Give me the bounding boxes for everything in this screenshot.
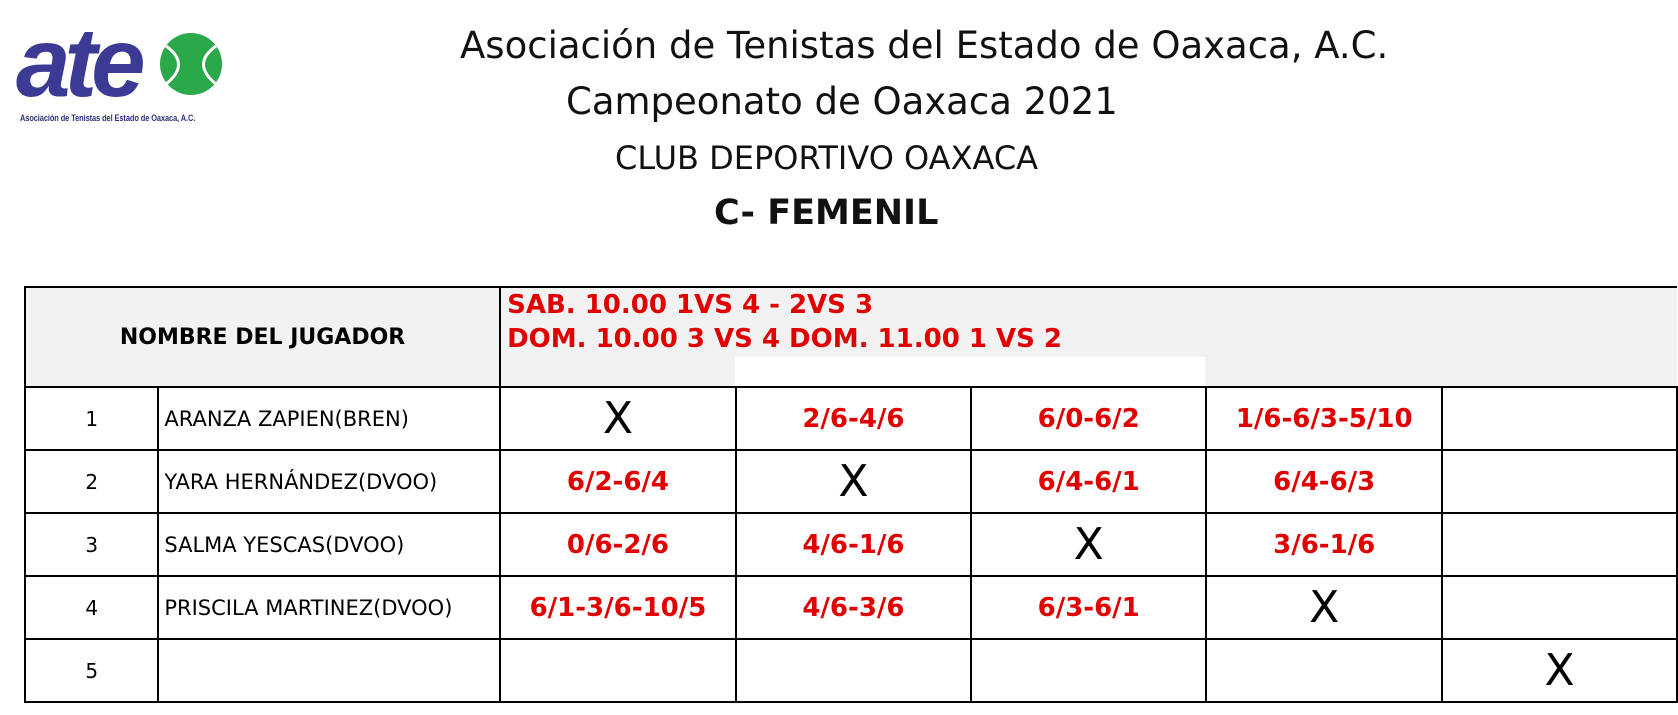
player-name: YARA HERNÁNDEZ(DVOO) bbox=[158, 450, 500, 513]
club-title: CLUB DEPORTIVO OAXACA bbox=[615, 139, 1039, 177]
match-score: 0/6-2/6 bbox=[500, 513, 736, 576]
tennis-ball-icon bbox=[160, 33, 222, 95]
table-row bbox=[25, 639, 1677, 702]
player-name-header: NOMBRE DEL JUGADOR bbox=[25, 287, 500, 387]
match-score: 6/4-6/1 bbox=[971, 450, 1206, 513]
match-score bbox=[1442, 576, 1677, 639]
match-score: 4/6-1/6 bbox=[736, 513, 971, 576]
self-match-mark: X bbox=[1442, 639, 1677, 702]
championship-title: Campeonato de Oaxaca 2021 bbox=[566, 80, 1118, 123]
player-number: 4 bbox=[25, 576, 158, 639]
logo-acronym: ate bbox=[16, 12, 140, 112]
self-match-mark: X bbox=[500, 387, 736, 450]
match-score: 4/6-3/6 bbox=[736, 576, 971, 639]
match-score bbox=[500, 639, 736, 702]
table-row bbox=[25, 513, 1677, 576]
match-score: 2/6-4/6 bbox=[736, 387, 971, 450]
player-name: SALMA YESCAS(DVOO) bbox=[158, 513, 500, 576]
self-match-mark: X bbox=[1206, 576, 1442, 639]
category-title: C- FEMENIL bbox=[714, 193, 939, 233]
match-score: 3/6-1/6 bbox=[1206, 513, 1442, 576]
player-name: PRISCILA MARTINEZ(DVOO) bbox=[158, 576, 500, 639]
player-name bbox=[158, 639, 500, 702]
match-score: 6/2-6/4 bbox=[500, 450, 736, 513]
match-score: 6/1-3/6-10/5 bbox=[500, 576, 736, 639]
table-row bbox=[25, 576, 1677, 639]
player-name: ARANZA ZAPIEN(BREN) bbox=[158, 387, 500, 450]
match-score bbox=[736, 639, 971, 702]
match-score: 6/0-6/2 bbox=[971, 387, 1206, 450]
player-number: 1 bbox=[25, 387, 158, 450]
self-match-mark: X bbox=[736, 450, 971, 513]
header-row bbox=[25, 287, 1677, 387]
player-number: 5 bbox=[25, 639, 158, 702]
player-number: 2 bbox=[25, 450, 158, 513]
self-match-mark: X bbox=[971, 513, 1206, 576]
ate-logo bbox=[14, 12, 234, 130]
ate-logo-graphic bbox=[14, 12, 234, 112]
results-table bbox=[24, 286, 1678, 703]
table-row bbox=[25, 387, 1677, 450]
table-row bbox=[25, 450, 1677, 513]
schedule-sunday: DOM. 10.00 3 VS 4 DOM. 11.00 1 VS 2 bbox=[507, 324, 1062, 354]
schedule-saturday: SAB. 10.00 1VS 4 - 2VS 3 bbox=[507, 290, 874, 320]
player-number: 3 bbox=[25, 513, 158, 576]
match-score: 6/4-6/3 bbox=[1206, 450, 1442, 513]
match-score bbox=[1206, 639, 1442, 702]
association-title: Asociación de Tenistas del Estado de Oaxaca, A.C. bbox=[460, 24, 1389, 67]
match-score: 1/6-6/3-5/10 bbox=[1206, 387, 1442, 450]
match-score bbox=[1442, 450, 1677, 513]
match-score bbox=[971, 639, 1206, 702]
schedule-header bbox=[500, 287, 1677, 387]
logo-caption: Asociación de Tenistas del Estado de Oaxaca, A.C. bbox=[20, 113, 196, 124]
match-score: 6/3-6/1 bbox=[971, 576, 1206, 639]
match-score bbox=[1442, 513, 1677, 576]
match-score bbox=[1442, 387, 1677, 450]
